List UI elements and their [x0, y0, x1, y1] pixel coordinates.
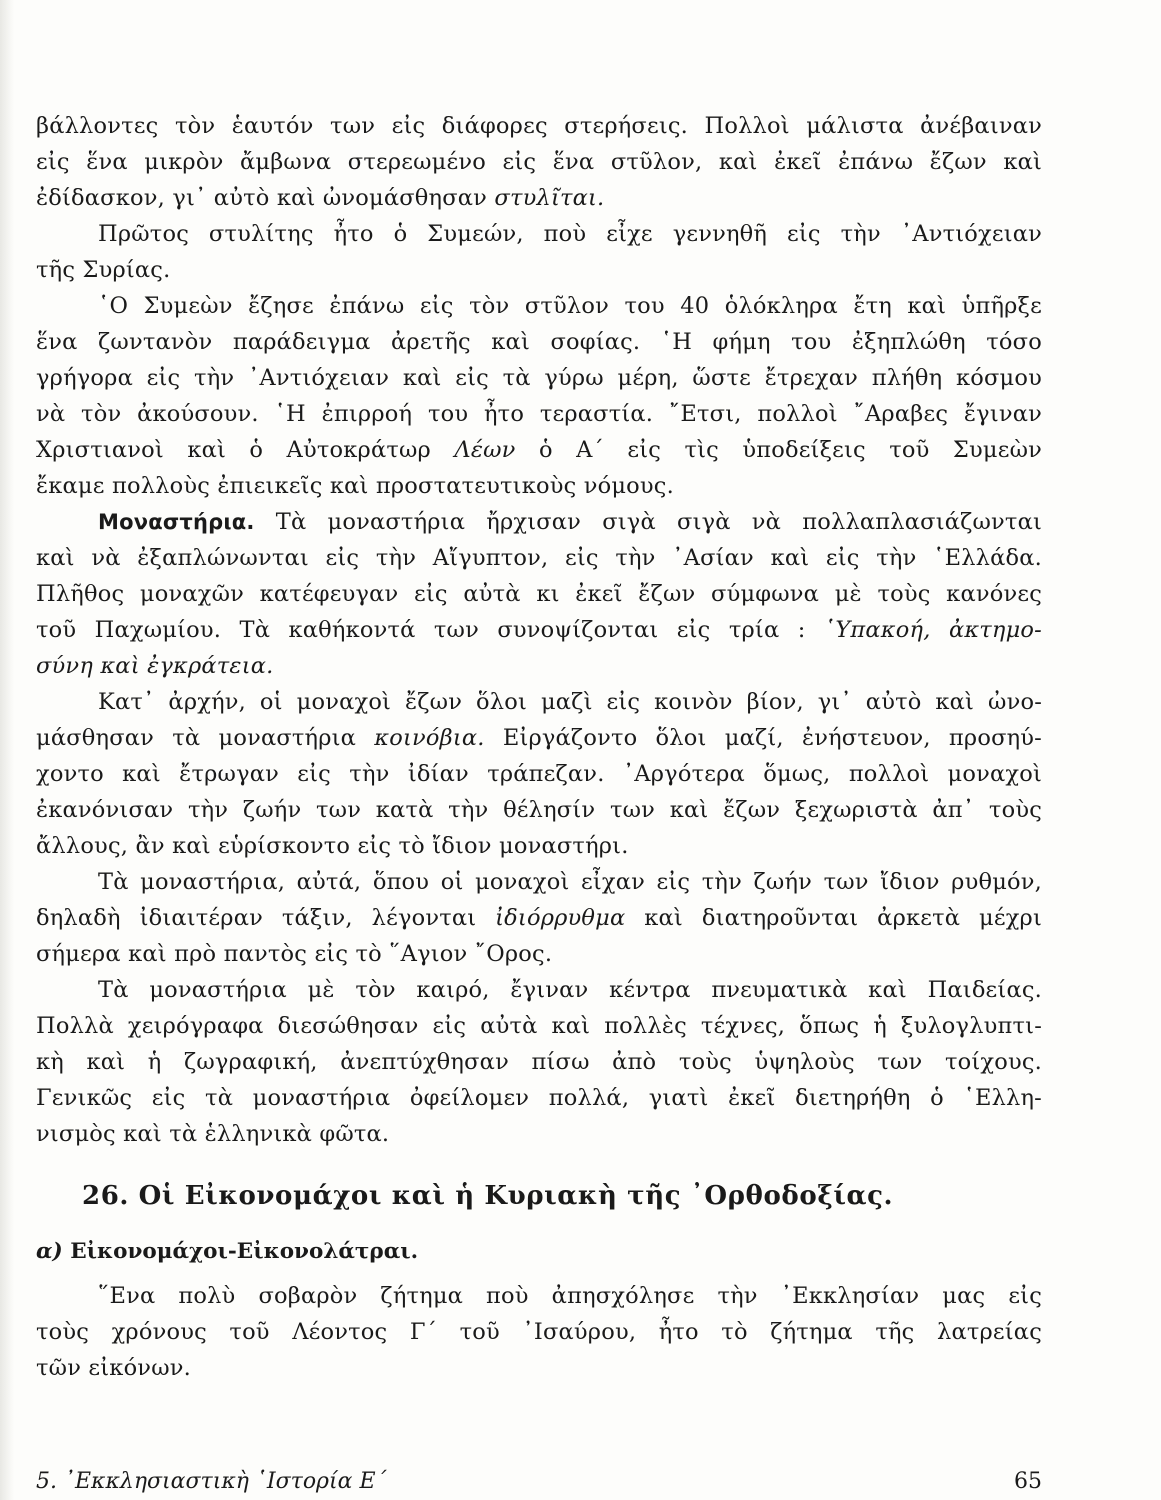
text-line — [36, 648, 1042, 684]
text-line: Τὰ μοναστήρια, αὐτά, ὅπου οἱ μοναχοὶ εἶχαν εἰς τὴν ζωήν των ἴδιον ρυθμόν, — [98, 869, 1042, 895]
text-span: καὶ διατηροῦνται ἀρκετὰ μέχρι — [625, 905, 1042, 931]
text-line — [36, 720, 1042, 756]
paragraph-stylites-continued — [36, 108, 1042, 216]
text-span: τοῦ Παχωμίου. Τὰ καθήκοντά των συνοψίζονται εἰς τρία : — [36, 617, 824, 643]
text-line: Πρῶτος στυλίτης ἦτο ὁ Συμεών, ποὺ εἶχε γεννηθῆ εἰς τὴν ᾽Αντιόχειαν — [98, 221, 1042, 247]
emphasis-vows: ῾Υπακοή, ἀκτημο- — [823, 617, 1042, 643]
text-line — [36, 612, 1042, 648]
text-line — [36, 180, 1042, 216]
text-line: βάλλοντες τὸν ἑαυτόν των εἰς διάφορες στερήσεις. Πολλοὶ μάλιστα ἀνέβαιναν — [36, 113, 1042, 139]
subsection-heading — [36, 1232, 1042, 1272]
emphasis-vows: σύνη καὶ ἐγκράτεια. — [36, 653, 274, 679]
text-line: Τὰ μοναστήρια μὲ τὸν καιρό, ἔγιναν κέντρα πνευματικὰ καὶ Παιδείας. — [98, 977, 1042, 1003]
text-span: ὁ Α´ εἰς τὶς ὑποδείξεις τοῦ Συμεὼν — [515, 437, 1042, 463]
page-footer — [36, 1467, 1042, 1497]
text-line: εἰς ἕνα μικρὸν ἄμβωνα στερεωμένο εἰς ἕνα στῦλον, καὶ ἐκεῖ ἐπάνω ἔζων καὶ — [36, 149, 1042, 175]
text-line: σήμερα καὶ πρὸ παντὸς εἰς τὸ ῞Αγιον ῎Ορος. — [36, 941, 553, 967]
text-line: τοὺς χρόνους τοῦ Λέοντος Γ´ τοῦ ᾽Ισαύρου, ἦτο τὸ ζήτημα τῆς λατρείας — [36, 1319, 1042, 1345]
subsection-letter: α) — [36, 1239, 63, 1264]
text-line: γρήγορα εἰς τὴν ᾽Αντιόχειαν καὶ εἰς τὰ γύρω μέρη, ὥστε ἔτρεχαν πλήθη κόσμου — [36, 365, 1042, 391]
text-line: νισμὸς καὶ τὰ ἑλληνικὰ φῶτα. — [36, 1121, 390, 1147]
text-line: τῶν εἰκόνων. — [36, 1355, 191, 1381]
text-line — [36, 504, 1042, 540]
text-line: Γενικῶς εἰς τὰ μοναστήρια ὀφείλομεν πολλά, γιατὶ ἐκεῖ διετηρήθη ὁ ῾Ελλη- — [36, 1085, 1042, 1111]
emphasis-stylites: στυλῖται. — [494, 185, 605, 211]
paragraph-idiorrythma — [36, 864, 1042, 972]
text-line — [36, 900, 1042, 936]
page-body — [36, 108, 1042, 1386]
section-label-monasteries: Μοναστήρια. — [98, 510, 255, 534]
emphasis-idiorrythma: ἰδιόρρυθμα — [495, 905, 626, 931]
text-line: ἐκανόνισαν τὴν ζωήν των κατὰ τὴν θέλησίν των καὶ ἔζων ξεχωριστὰ ἀπ᾽ τοὺς — [36, 797, 1042, 823]
text-line: κὴ καὶ ἡ ζωγραφική, ἀνεπτύχθησαν πίσω ἀπὸ τοὺς ὑψηλοὺς των τοίχους. — [36, 1049, 1042, 1075]
text-span: Εἰργάζοντο ὅλοι μαζί, ἐνήστευον, προσηύ- — [484, 725, 1042, 751]
text-line: χοντο καὶ ἔτρωγαν εἰς τὴν ἰδίαν τράπεζαν. ᾽Αργότερα ὅμως, πολλοὶ μοναχοὶ — [36, 761, 1042, 787]
chapter-heading: 26. Οἱ Εἰκονομάχοι καὶ ἡ Κυριακὴ τῆς ᾽Ορθοδοξίας. — [82, 1181, 894, 1211]
paragraph-koinobia — [36, 684, 1042, 864]
text-line: ἕνα ζωντανὸν παράδειγμα ἀρετῆς καὶ σοφίας. ῾Η φήμη του ἐξηπλώθη τόσο — [36, 329, 1042, 355]
text-line: νὰ τὸν ἀκούσουν. ῾Η ἐπιρροή του ἦτο τεραστία. ῎Ετσι, πολλοὶ ῎Αραβες ἔγιναν — [36, 401, 1042, 427]
section-spacer — [36, 1152, 1042, 1174]
paragraph-iconoclasm-intro — [36, 1278, 1042, 1386]
text-line: Πλῆθος μοναχῶν κατέφευγαν εἰς αὐτὰ κι ἐκεῖ ἔζων σύμφωνα μὲ τοὺς κανόνες — [36, 581, 1042, 607]
footer-book-title: 5. ᾽Εκκλησιαστικὴ ῾Ιστορία Ε´ — [36, 1469, 387, 1494]
text-span: ἐδίδασκον, γι᾽ αὐτὸ καὶ ὠνομάσθησαν — [36, 185, 495, 211]
text-line: Κατ᾽ ἀρχήν, οἱ μοναχοὶ ἔζων ὅλοι μαζὶ εἰς κοινὸν βίον, γι᾽ αὐτὸ καὶ ὠνο- — [98, 689, 1042, 715]
scan-edge-shading — [0, 0, 14, 1500]
text-line: καὶ νὰ ἐξαπλώνωνται εἰς τὴν Αἴγυπτον, εἰς τὴν ᾽Ασίαν καὶ εἰς τὴν ῾Ελλάδα. — [36, 545, 1042, 571]
page-number: 65 — [1014, 1469, 1042, 1494]
paragraph-simeon-first — [36, 216, 1042, 288]
text-line: Πολλὰ χειρόγραφα διεσώθησαν εἰς αὐτὰ καὶ πολλὲς τέχνες, ὅπως ἡ ξυλογλυπτι- — [36, 1013, 1042, 1039]
text-span: δηλαδὴ ἰδιαιτέραν τάξιν, λέγονται — [36, 905, 496, 931]
text-line: ἄλλους, ἂν καὶ εὑρίσκοντο εἰς τὸ ἴδιον μοναστήρι. — [36, 833, 629, 859]
text-line: τῆς Συρίας. — [36, 257, 171, 283]
paragraph-simeon-life — [36, 288, 1042, 504]
text-line: ῾Ο Συμεὼν ἔζησε ἐπάνω εἰς τὸν στῦλον του 40 ὁλόκληρα ἔτη καὶ ὑπῆρξε — [98, 293, 1042, 319]
text-line — [36, 432, 1042, 468]
text-span: μάσθησαν τὰ μοναστήρια — [36, 725, 375, 751]
text-span: Χριστιανοὶ καὶ ὁ Αὐτοκράτωρ — [36, 437, 455, 463]
text-line: ἔκαμε πολλοὺς ἐπιεικεῖς καὶ προστατευτικοὺς νόμους. — [36, 473, 674, 499]
emphasis-koinobia: κοινόβια. — [374, 725, 485, 751]
subsection-title: Εἰκονομάχοι-Εἰκονολάτραι. — [70, 1239, 419, 1264]
paragraph-culture-centres — [36, 972, 1042, 1152]
text-span: Τὰ μοναστήρια ἤρχισαν σιγὰ σιγὰ νὰ πολλαπλασιάζωνται — [254, 509, 1042, 535]
emphasis-leon: Λέων — [454, 437, 516, 463]
paragraph-monasteries — [36, 504, 1042, 684]
text-line: ῞Ενα πολὺ σοβαρὸν ζήτημα ποὺ ἀπησχόλησε τὴν ᾽Εκκλησίαν μας εἰς — [98, 1283, 1042, 1309]
